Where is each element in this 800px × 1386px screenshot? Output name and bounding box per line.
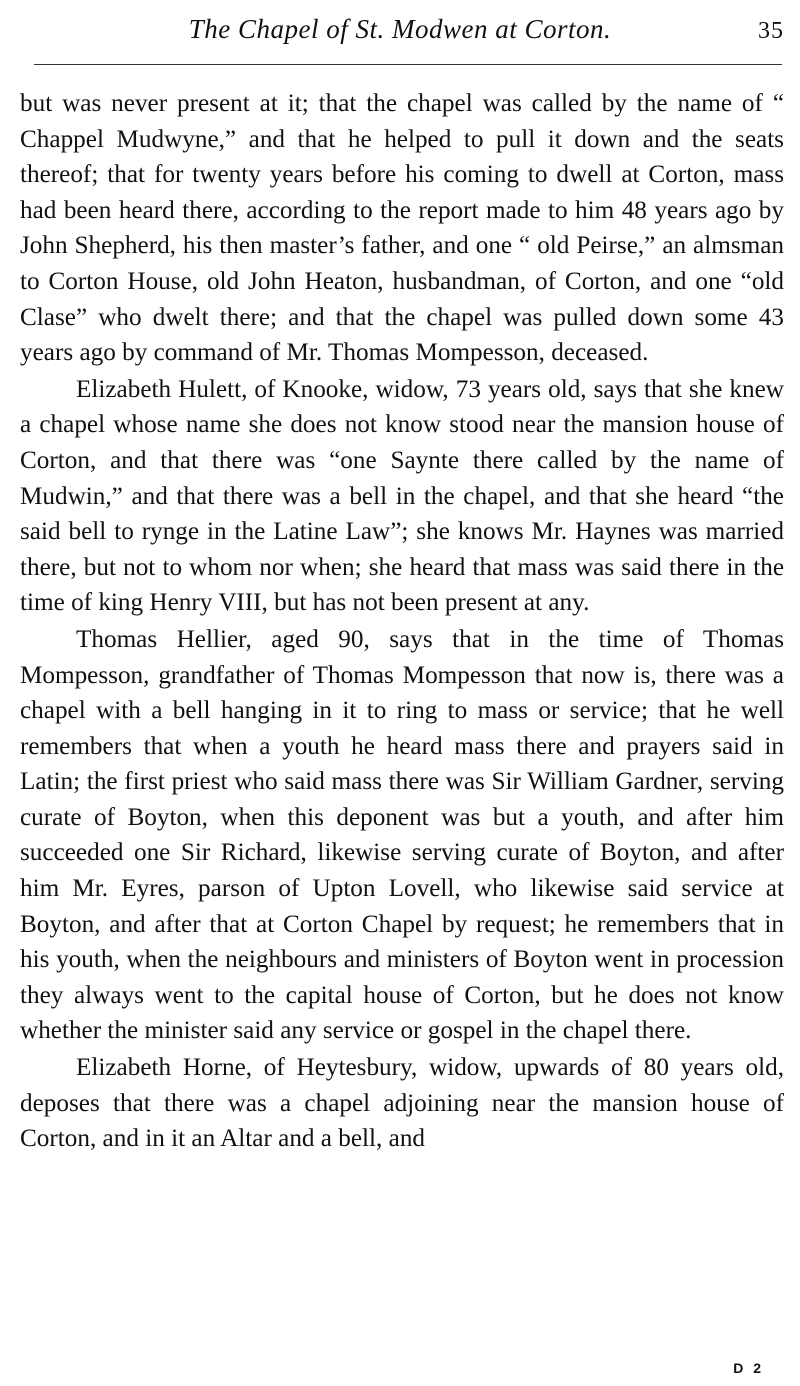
paragraph-elizabeth-horne: Elizabeth Horne, of Heytesbury, widow, upwards of 80 years old, deposes that there was a chapel adjoining near the mansion house of Corton, and in it an Altar and a bell, and xyxy=(20,1054,784,1153)
paragraph-thomas-hellier: Thomas Hellier, aged 90, says that in the time of Thomas Mompesson, grandfather of Thomas Mompesson that now is, there was a chapel with a bell hanging in it to ring to mass or service; that he well remembers that when a youth he heard mass there and prayers said in Latin; the first priest who said mass there was Sir William Gardner, serving curate of Boyton, when this deponent was but a youth, and after him succeeded one Sir Richard, likewise serving curate of Boyton, and after him Mr. Eyres, parson of Upton Lovell, who likewise said service at Boyton, and after that at Corton Chapel by request; he remembers that in his youth, when the neighbours and ministers of Boyton went in procession they always went to the capital house of Corton, but he does not know whether the minister said any service or gospel in the chapel there. xyxy=(20,625,784,1045)
running-head xyxy=(0,12,800,52)
header-rule xyxy=(34,64,782,65)
page-number: 35 xyxy=(758,18,784,44)
printer-signature-mark: D 2 xyxy=(733,1360,764,1376)
running-title: The Chapel of St. Modwen at Corton. xyxy=(188,14,612,44)
body-text xyxy=(20,86,784,1157)
paragraph-continuation: but was never present at it; that the chapel was called by the name of “ Chappel Mudwyne,” and that he helped to pull it down and the seats thereof; that for twenty years before his coming to dwell at Corton, mass had been heard there, according to the report made to him 48 years ago by John Shepherd, his then master’s father, and one “ old Peirse,” an almsman to Corton House, old John Heaton, husbandman, of Corton, and one “old Clase” who dwelt there; and that the chapel was pulled down some 43 years ago by command of Mr. Thomas Mompesson, deceased. xyxy=(20,90,784,367)
paragraph-elizabeth-hulett: Elizabeth Hulett, of Knooke, widow, 73 years old, says that she knew a chapel whose name she does not know stood near the mansion house of Corton, and that there was “one Saynte there called by the name of Mudwin,” and that there was a bell in the chapel, and that she heard “the said bell to rynge in the Latine Law”; she knows Mr. Haynes was married there, but not to whom nor when; she heard that mass was said there in the time of king Henry VIII, but has not been present at any. xyxy=(20,375,784,617)
